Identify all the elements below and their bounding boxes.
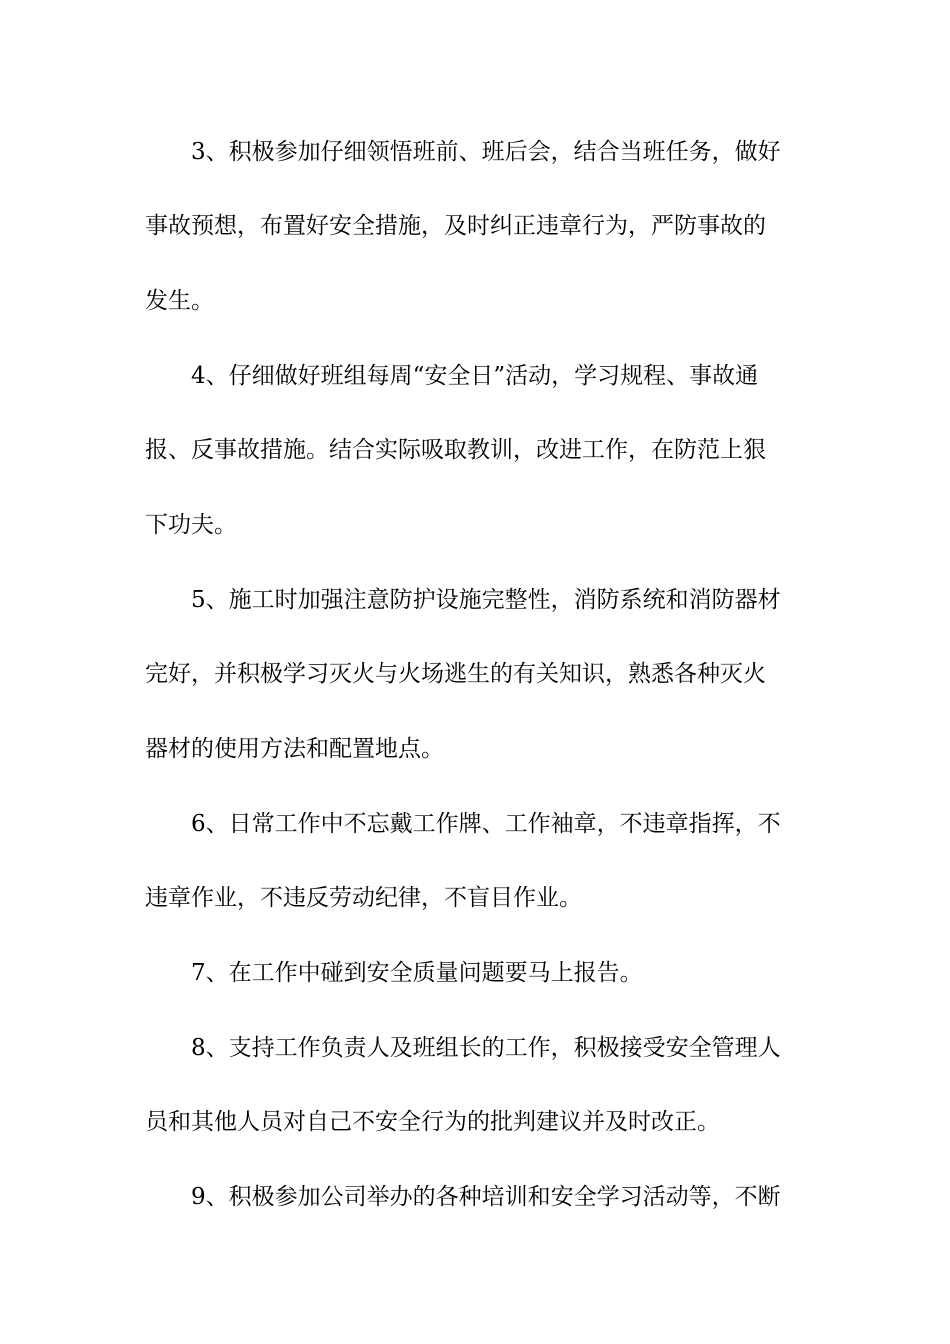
paragraph-4-line-1: 4、仔细做好班组每周“安全日”活动，学习规程、事故通 (191, 363, 759, 389)
paragraph-5-line-3: 器材的使用方法和配置地点。 (145, 736, 444, 762)
paragraph-4-line-3: 下功夫。 (145, 512, 237, 538)
paragraph-3-line-2: 事故预想，布置好安全措施，及时纠正违章行为，严防事故的 (145, 213, 766, 239)
paragraph-9-line-1: 9、积极参加公司举办的各种培训和安全学习活动等，不断 (191, 1184, 781, 1210)
paragraph-3-line-3: 发生。 (145, 288, 214, 314)
paragraph-4-line-2: 报、反事故措施。结合实际吸取教训，改进工作，在防范上狠 (145, 437, 766, 463)
paragraph-5-line-2: 完好，并积极学习灭火与火场逃生的有关知识，熟悉各种灭火 (145, 661, 766, 687)
paragraph-7-line-1: 7、在工作中碰到安全质量问题要马上报告。 (191, 960, 643, 986)
paragraph-8-line-1: 8、支持工作负责人及班组长的工作，积极接受安全管理人 (191, 1035, 781, 1061)
paragraph-8-line-2: 员和其他人员对自己不安全行为的批判建议并及时改正。 (145, 1109, 720, 1135)
paragraph-5-line-1: 5、施工时加强注意防护设施完整性，消防系统和消防器材 (191, 587, 781, 613)
paragraph-3-line-1: 3、积极参加仔细领悟班前、班后会，结合当班任务，做好 (191, 139, 781, 165)
paragraph-6-line-2: 违章作业，不违反劳动纪律，不盲目作业。 (145, 885, 582, 911)
paragraph-6-line-1: 6、日常工作中不忘戴工作牌、工作袖章，不违章指挥，不 (191, 811, 781, 837)
